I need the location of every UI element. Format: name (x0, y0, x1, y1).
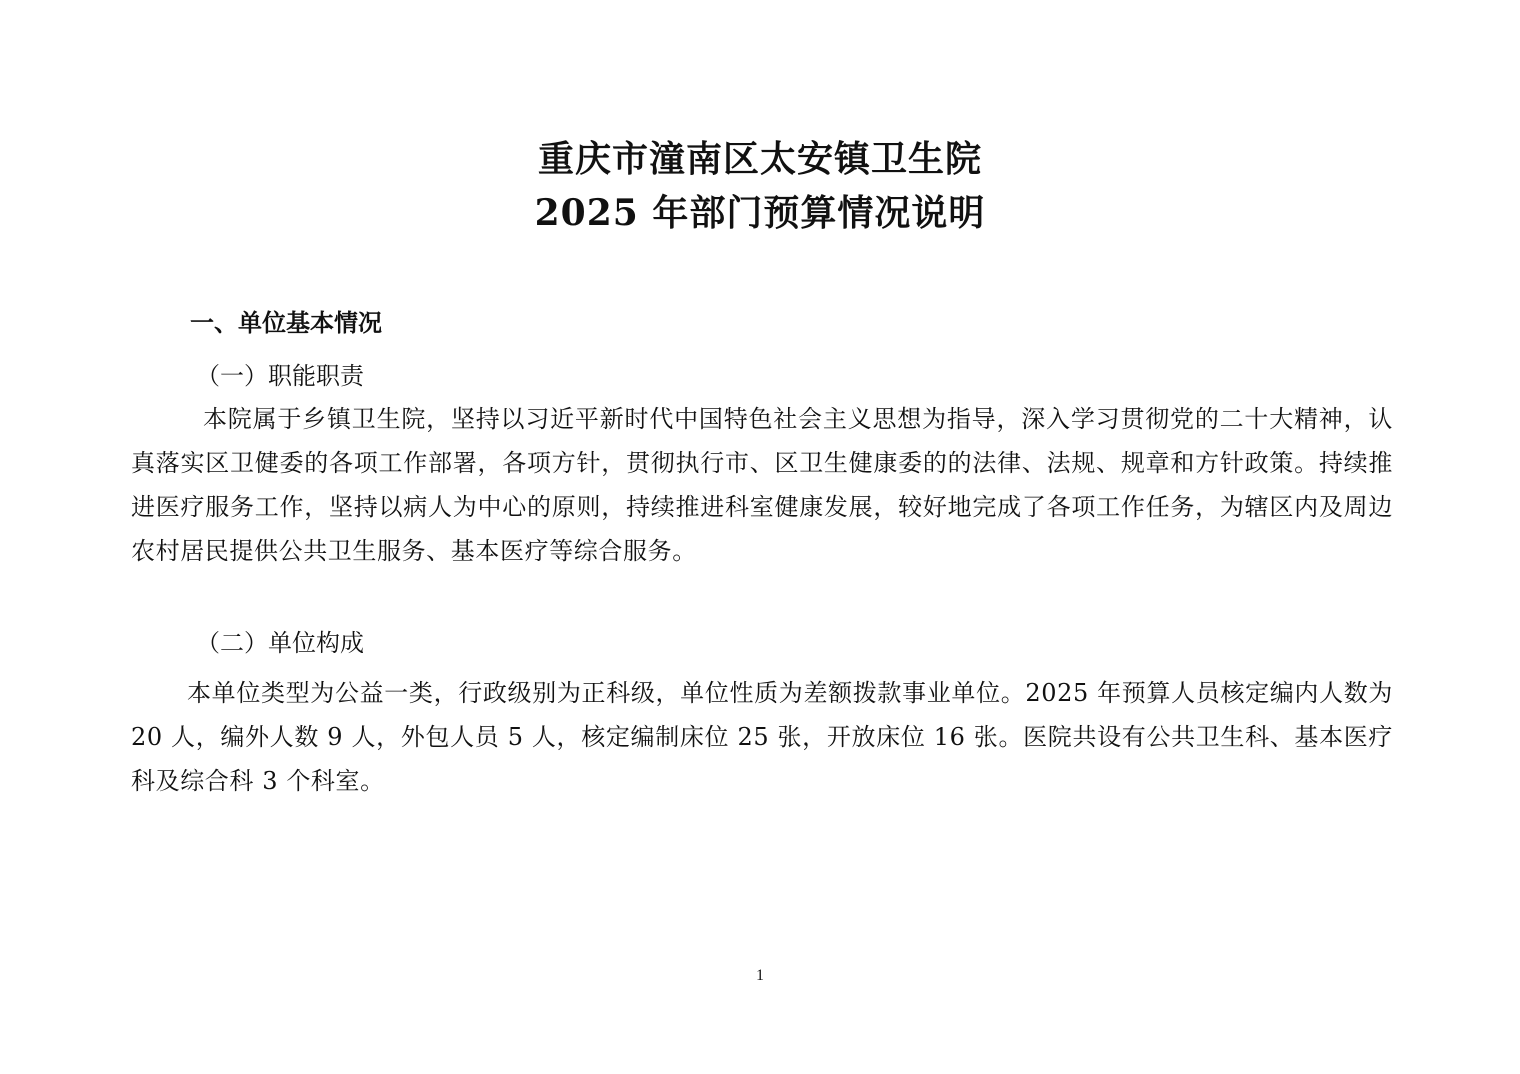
subheading-composition: （二）单位构成 (196, 629, 364, 657)
page-number: 1 (756, 967, 764, 984)
document-subtitle: 2025 年部门预算情况说明 (534, 192, 986, 234)
paragraph-composition: 本单位类型为公益一类，行政级别为正科级，单位性质为差额拨款事业单位。2025 年预算人员核定编内人数为 20 人，编外人数 9 人，外包人员 5 人，核定编制床位 25 张，开放床位 16 张。医院共设有公共卫生科、基本医疗科及综合科 3 个科室。 (131, 679, 1393, 795)
subheading-functions: （一）职能职责 (196, 362, 364, 390)
paragraph-functions: 本院属于乡镇卫生院，坚持以习近平新时代中国特色社会主义思想为指导，深入学习贯彻党的二十大精神，认真落实区卫健委的各项工作部署，各项方针，贯彻执行市、区卫生健康委的的法律、法规、规章和方针政策。持续推进医疗服务工作，坚持以病人为中心的原则，持续推进科室健康发展，较好地完成了各项工作任务，为辖区内及周边农村居民提供公共卫生服务、基本医疗等综合服务。 (131, 405, 1393, 565)
document-title: 重庆市潼南区太安镇卫生院 (537, 138, 982, 180)
section-heading-basic-info: 一、单位基本情况 (190, 309, 382, 337)
